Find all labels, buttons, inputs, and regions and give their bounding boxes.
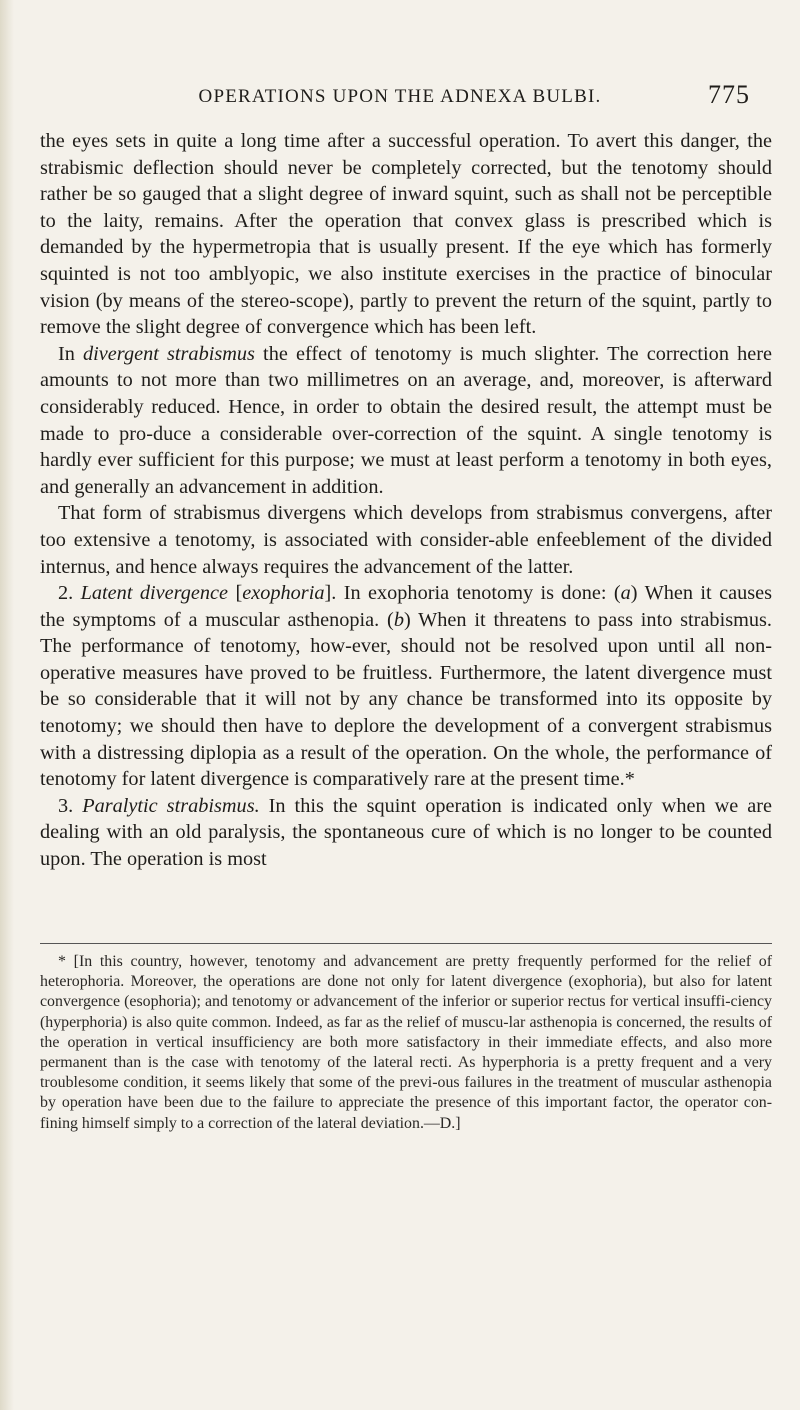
p4-text-b: ) When it causes the symptoms of a muscular asthenopia. ( [40, 582, 773, 631]
page-number: 775 [708, 80, 750, 109]
p4-bracket-term: exophoria [242, 582, 325, 605]
p2-lead: In [58, 342, 84, 365]
p4-text-a: In exophoria tenotomy is done: ( [343, 582, 621, 605]
running-header [175, 86, 625, 108]
paragraph-3: That form of strabismus divergens which develops from strabismus convergens, after too extensive a tenotomy, is associated with consider-able enfeeblement of the divided internus, and hence always requires the advancement of the latter. [40, 502, 772, 578]
p4-bracket-close: ]. [324, 582, 344, 605]
p4-number: 2. [58, 582, 81, 605]
paragraph-5 [40, 793, 772, 873]
p2-italic-term: divergent strabismus [83, 342, 255, 365]
paragraph-4 [40, 580, 772, 793]
body-text [40, 128, 772, 873]
p5-italic-term: Paralytic strabismus. [82, 794, 260, 817]
paragraph-1: the eyes sets in quite a long time after a successful operation. To avert this danger, the strabismic deflection should never be completely corrected, but the tenotomy should rather be so gauged that a slight degree of inward squint, such as shall not be perceptible to the laity, remains. After the operation that convex glass is prescribed which is demanded by the hypermetropia that is usually present. If the eye which has formerly squinted is not too amblyopic, we also institute exercises in the practice of binocular vision (by means of the stereo-scope), partly to prevent the return of the squint, partly to remove the slight degree of convergence which has been left. [40, 130, 772, 339]
footnote: * [In this country, however, tenotomy and advancement are pretty frequently performed for the relief of heterophoria. Moreover, the operations are done not only for latent divergence (exophoria), but also for latent convergence (esophoria); and tenotomy or advancement of the inferior or superior rectus for vertical insuffi-ciency (hyperphoria) is also quite common. Indeed, as far as the relief of muscu-lar asthenopia is concerned, the results of the operation in vertical insufficiency are both more satisfactory in their immediate effects, and also more permanent than is the case with tenotomy of the lateral recti. As hyperphoria is a pretty frequent and a very troublesome condition, it seems likely that some of the previ-ous failures in the treatment of muscular asthenopia by operation have been due to the failure to appreciate the presence of this important factor, the operator con-fining himself simply to a correction of the lateral deviation.—D.] [40, 953, 772, 1132]
p5-text: In this the squint operation is indicated only when we are dealing with an old paralysis, the spontaneous cure of which is no longer to be counted upon. The operation is most [40, 794, 772, 871]
p4-letter-b: b [393, 608, 404, 631]
header-title: OPERATIONS UPON THE ADNEXA BULBI. [198, 86, 602, 107]
p4-bracket-open: [ [228, 582, 243, 605]
footnote-rule [40, 943, 772, 944]
p4-letter-a: a [620, 582, 631, 605]
p2-text: the effect of tenotomy is much slighter. The correction here amounts to not more than two millimetres on an average, and, moreover, is afterward considerably reduced. Hence, in order to obtain the desired result, the attempt must be made to pro-duce a considerable over-correction of the squint. A single tenotomy is hardly ever sufficient for this purpose; we must at least perform a tenotomy in both eyes, and generally an advancement in addition. [40, 342, 772, 498]
page-edge [0, 0, 14, 1410]
p5-number: 3. [58, 794, 83, 817]
p4-text-rest: ) When it threatens to pass into strabismus. The performance of tenotomy, how-ever, should not be resolved upon until all non-operative measures have proved to be fruitless. Furthermore, the latent divergence must be so considerable that it will not by any chance be transformed into its opposite by tenotomy; we should then have to deplore the development of a convergent strabismus with a distressing diplopia as a result of the operation. On the whole, the performance of tenotomy for latent divergence is comparatively rare at the present time.* [40, 608, 772, 791]
p4-italic-term: Latent divergence [80, 582, 229, 605]
paragraph-2 [40, 341, 772, 501]
